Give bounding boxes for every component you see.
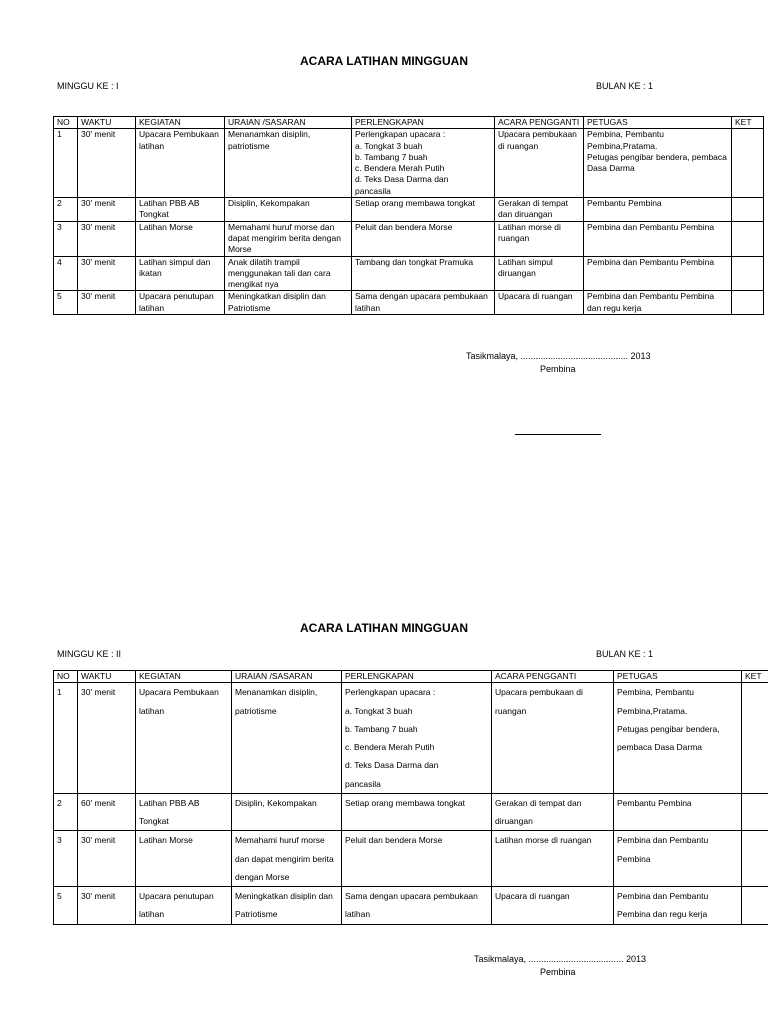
minggu-label: MINGGU KE : I xyxy=(57,81,119,91)
uraian-cell: Menanamkan disiplin, patriotisme xyxy=(232,683,342,794)
column-header-petugas: PETUGAS xyxy=(614,671,742,683)
perlengkapan-cell xyxy=(352,256,495,291)
column-header-ket: KET xyxy=(732,117,764,129)
pengganti-cell: Upacara di ruangan xyxy=(495,291,584,315)
petugas-cell xyxy=(614,831,742,887)
column-header-pengganti: ACARA PENGGANTI xyxy=(492,671,614,683)
pengganti-cell: Latihan morse di ruangan xyxy=(495,221,584,256)
table-row xyxy=(54,793,768,831)
no-cell: 3 xyxy=(54,221,78,256)
pengganti-cell: Latihan morse di ruangan xyxy=(492,831,614,887)
pengganti-cell: Upacara pembukaan di ruangan xyxy=(495,129,584,198)
petugas-cell xyxy=(614,683,742,794)
waktu-cell: 30' menit xyxy=(78,831,136,887)
perlengkapan-cell xyxy=(352,198,495,222)
perlengkapan-line: pancasila xyxy=(345,778,381,789)
column-header-uraian: URAIAN /SASARAN xyxy=(232,671,342,683)
waktu-cell: 60' menit xyxy=(78,793,136,831)
petugas-cell xyxy=(614,887,742,925)
schedule-table xyxy=(53,670,768,925)
waktu-cell: 30' menit xyxy=(78,683,136,794)
column-header-kegiatan: KEGIATAN xyxy=(136,671,232,683)
pengganti-cell: Upacara di ruangan xyxy=(492,887,614,925)
ket-cell xyxy=(732,198,764,222)
column-header-perlengkapan: PERLENGKAPAN xyxy=(352,117,495,129)
table-row xyxy=(54,291,764,315)
petugas-cell xyxy=(584,221,732,256)
pengganti-cell: Gerakan di tempat dan diruangan xyxy=(492,793,614,831)
petugas-line: Pembina dan Pembantu Pembina xyxy=(617,835,709,864)
waktu-cell: 30' menit xyxy=(78,221,136,256)
perlengkapan-line: Perlengkapan upacara : xyxy=(345,687,436,698)
uraian-cell: Meningkatkan disiplin dan Patriotisme xyxy=(225,291,352,315)
place-date: Tasikmalaya, ........................................... 2013 xyxy=(466,351,651,361)
petugas-cell xyxy=(584,291,732,315)
kegiatan-cell: Latihan simpul dan ikatan xyxy=(136,256,225,291)
waktu-cell: 30' menit xyxy=(78,887,136,925)
table-row xyxy=(54,198,764,222)
perlengkapan-cell xyxy=(352,291,495,315)
column-header-pengganti: ACARA PENGGANTI xyxy=(495,117,584,129)
kegiatan-cell: Upacara Pembukaan latihan xyxy=(136,129,225,198)
no-cell: 5 xyxy=(54,291,78,315)
no-cell: 2 xyxy=(54,793,78,831)
perlengkapan-line: Setiap orang membawa tongkat xyxy=(345,797,466,808)
perlengkapan-cell xyxy=(352,221,495,256)
perlengkapan-line: Setiap orang membawa tongkat xyxy=(355,198,476,209)
no-cell: 2 xyxy=(54,198,78,222)
petugas-line: Pembina, Pembantu Pembina,Pratama. xyxy=(617,687,695,716)
column-header-uraian: URAIAN /SASARAN xyxy=(225,117,352,129)
petugas-line: Pembantu Pembina xyxy=(617,797,692,808)
petugas-line: Pembina dan Pembantu Pembina dan regu kerja xyxy=(617,891,709,920)
petugas-line: Pembina, Pembantu Pembina,Pratama. xyxy=(587,129,665,151)
signature-line xyxy=(515,434,601,435)
perlengkapan-cell xyxy=(342,683,492,794)
pengganti-cell: Latihan simpul diruangan xyxy=(495,256,584,291)
pengganti-cell: Gerakan di tempat dan diruangan xyxy=(495,198,584,222)
ket-cell xyxy=(732,256,764,291)
petugas-cell xyxy=(614,793,742,831)
perlengkapan-line: b. Tambang 7 buah xyxy=(355,151,428,162)
no-cell: 4 xyxy=(54,256,78,291)
waktu-cell: 30' menit xyxy=(78,129,136,198)
column-header-no: NO xyxy=(54,117,78,129)
ket-cell xyxy=(742,887,768,925)
perlengkapan-line: c. Bendera Merah Putih xyxy=(355,163,445,174)
column-header-waktu: WAKTU xyxy=(78,671,136,683)
petugas-line: Pembina dan Pembantu Pembina xyxy=(587,256,715,267)
petugas-line: Pembantu Pembina xyxy=(587,198,662,209)
perlengkapan-line: Peluit dan bendera Morse xyxy=(345,835,443,846)
table-row xyxy=(54,683,768,794)
kegiatan-cell: Latihan Morse xyxy=(136,831,232,887)
column-header-petugas: PETUGAS xyxy=(584,117,732,129)
signer-title: Pembina xyxy=(540,967,576,977)
petugas-cell xyxy=(584,198,732,222)
waktu-cell: 30' menit xyxy=(78,256,136,291)
uraian-cell: Disiplin, Kekompakan xyxy=(225,198,352,222)
page-title: ACARA LATIHAN MINGGUAN xyxy=(300,54,468,68)
kegiatan-cell: Upacara Pembukaan latihan xyxy=(136,683,232,794)
perlengkapan-line: Tambang dan tongkat Pramuka xyxy=(355,256,474,267)
no-cell: 1 xyxy=(54,683,78,794)
kegiatan-cell: Latihan Morse xyxy=(136,221,225,256)
ket-cell xyxy=(742,793,768,831)
table-header-row xyxy=(54,671,768,683)
ket-cell xyxy=(742,683,768,794)
column-header-ket: KET xyxy=(742,671,768,683)
perlengkapan-cell xyxy=(342,831,492,887)
perlengkapan-cell xyxy=(352,129,495,198)
perlengkapan-line: a. Tongkat 3 buah xyxy=(345,705,413,716)
perlengkapan-line: c. Bendera Merah Putih xyxy=(345,742,435,753)
ket-cell xyxy=(732,129,764,198)
kegiatan-cell: Upacara penutupan latihan xyxy=(136,887,232,925)
column-header-kegiatan: KEGIATAN xyxy=(136,117,225,129)
column-header-perlengkapan: PERLENGKAPAN xyxy=(342,671,492,683)
perlengkapan-cell xyxy=(342,793,492,831)
table-row xyxy=(54,129,764,198)
perlengkapan-line: b. Tambang 7 buah xyxy=(345,723,418,734)
minggu-label: MINGGU KE : II xyxy=(57,649,122,659)
kegiatan-cell: Latihan PBB AB Tongkat xyxy=(136,198,225,222)
bulan-label: BULAN KE : 1 xyxy=(596,649,654,659)
table-row xyxy=(54,887,768,925)
perlengkapan-line: Sama dengan upacara pembukaan latihan xyxy=(355,291,488,313)
uraian-cell: Menanamkan disiplin, patriotisme xyxy=(225,129,352,198)
column-header-no: NO xyxy=(54,671,78,683)
petugas-line: Petugas pengibar bendera, pembaca Dasa Darma xyxy=(587,151,727,174)
place-date: Tasikmalaya, ...................................... 2013 xyxy=(474,954,647,964)
table-row xyxy=(54,831,768,887)
perlengkapan-line: Perlengkapan upacara : xyxy=(355,129,446,140)
petugas-line: Pembina dan Pembantu Pembina xyxy=(587,221,715,232)
perlengkapan-line: d. Teks Dasa Darma dan xyxy=(355,174,449,185)
uraian-cell: Memahami huruf morse dan dapat mengirim berita dengan Morse xyxy=(232,831,342,887)
no-cell: 1 xyxy=(54,129,78,198)
no-cell: 3 xyxy=(54,831,78,887)
petugas-cell xyxy=(584,129,732,198)
uraian-cell: Anak dilatih trampil menggunakan tali dan cara mengikat nya xyxy=(225,256,352,291)
no-cell: 5 xyxy=(54,887,78,925)
schedule-table xyxy=(53,116,764,315)
perlengkapan-line: Peluit dan bendera Morse xyxy=(355,221,453,232)
perlengkapan-line: Sama dengan upacara pembukaan latihan xyxy=(345,891,478,920)
page-title: ACARA LATIHAN MINGGUAN xyxy=(300,621,468,635)
waktu-cell: 30' menit xyxy=(78,198,136,222)
waktu-cell: 30' menit xyxy=(78,291,136,315)
ket-cell xyxy=(732,221,764,256)
signer-title: Pembina xyxy=(540,364,576,374)
kegiatan-cell: Upacara penutupan latihan xyxy=(136,291,225,315)
kegiatan-cell: Latihan PBB AB Tongkat xyxy=(136,793,232,831)
table-row xyxy=(54,221,764,256)
table-header-row xyxy=(54,117,764,129)
uraian-cell: Disiplin, Kekompakan xyxy=(232,793,342,831)
petugas-line: Pembina dan Pembantu Pembina dan regu kerja xyxy=(587,291,715,313)
pengganti-cell: Upacara pembukaan di ruangan xyxy=(492,683,614,794)
perlengkapan-line: d. Teks Dasa Darma dan xyxy=(345,760,439,771)
table-row xyxy=(54,256,764,291)
perlengkapan-line: pancasila xyxy=(355,185,391,196)
column-header-waktu: WAKTU xyxy=(78,117,136,129)
perlengkapan-cell xyxy=(342,887,492,925)
bulan-label: BULAN KE : 1 xyxy=(596,81,654,91)
uraian-cell: Meningkatkan disiplin dan Patriotisme xyxy=(232,887,342,925)
petugas-cell xyxy=(584,256,732,291)
perlengkapan-line: a. Tongkat 3 buah xyxy=(355,140,423,151)
petugas-line: Petugas pengibar bendera, pembaca Dasa Darma xyxy=(617,723,720,753)
uraian-cell: Memahami huruf morse dan dapat mengirim berita dengan Morse xyxy=(225,221,352,256)
ket-cell xyxy=(742,831,768,887)
ket-cell xyxy=(732,291,764,315)
